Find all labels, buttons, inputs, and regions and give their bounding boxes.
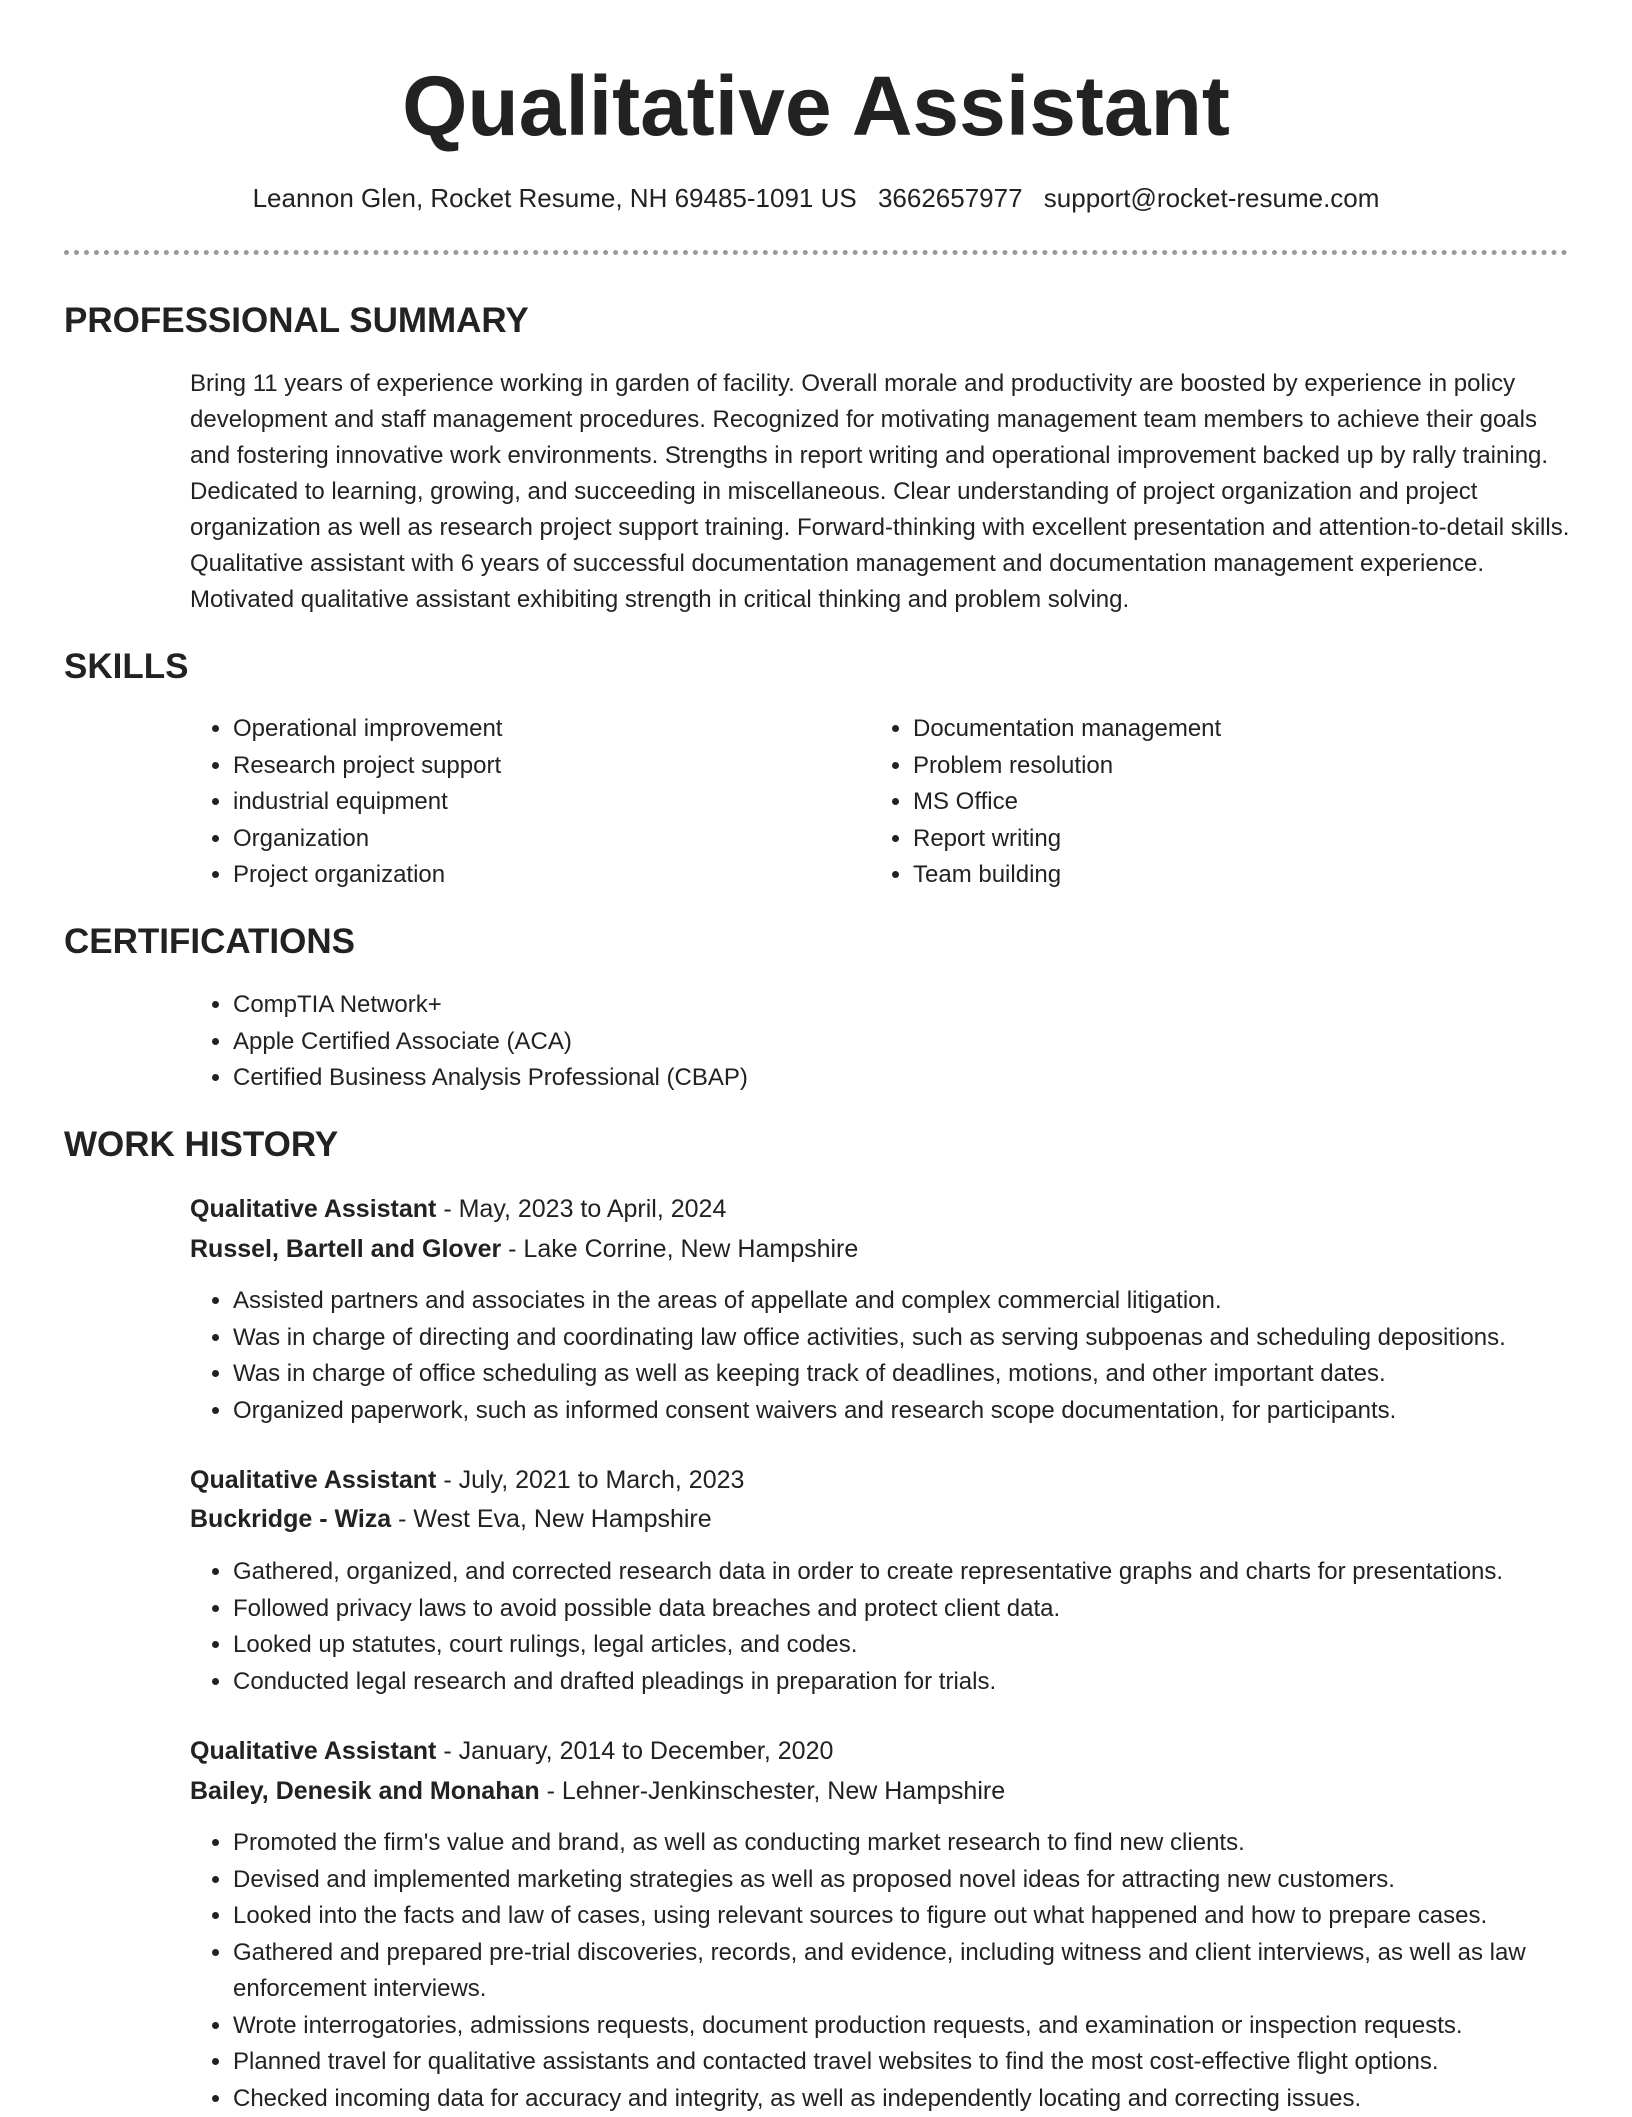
- skill-item: • Documentation management: [913, 711, 1513, 748]
- job-location: - Lehner-Jenkinschester, New Hampshire: [540, 1777, 1005, 1805]
- job-bullets: [190, 1283, 1623, 1429]
- job-bullet: • Looked up statutes, court rulings, legal articles, and codes.: [233, 1627, 1623, 1664]
- job-bullet: • Wrote interrogatories, admissions requests, document production requests, and examination or inspection requests.: [233, 2008, 1623, 2045]
- contact-line: [0, 180, 1632, 216]
- skills-list-left: [190, 711, 833, 894]
- job-title: Qualitative Assistant: [190, 1195, 436, 1223]
- job-dates: - May, 2023 to April, 2024: [436, 1195, 726, 1223]
- skill-item: • MS Office: [913, 784, 1513, 821]
- work-history-heading: WORK HISTORY: [64, 1123, 338, 1167]
- job-dates: - January, 2014 to December, 2020: [436, 1737, 833, 1765]
- job-title-line: [190, 1190, 726, 1228]
- header-divider: [64, 250, 1568, 255]
- skill-item: • Report writing: [913, 821, 1513, 858]
- resume-name: Qualitative Assistant: [0, 56, 1632, 156]
- contact-address: Leannon Glen, Rocket Resume, NH 69485-1091 US: [253, 183, 857, 213]
- job-company: Buckridge - Wiza: [190, 1505, 391, 1533]
- job-company: Bailey, Denesik and Monahan: [190, 1777, 540, 1805]
- skill-item: • Organization: [233, 821, 833, 858]
- job-bullet: • Promoted the firm's value and brand, as well as conducting market research to find new clients.: [233, 1825, 1623, 1862]
- job-title: Qualitative Assistant: [190, 1466, 436, 1494]
- job-bullet: • Gathered, organized, and corrected research data in order to create representative graphs and charts for presentations.: [233, 1554, 1623, 1591]
- job-company-line: [190, 1500, 712, 1538]
- job-bullet: • Checked incoming data for accuracy and integrity, as well as independently locating and correcting issues.: [233, 2081, 1623, 2117]
- skill-item: • Problem resolution: [913, 748, 1513, 785]
- skill-item: • industrial equipment: [233, 784, 833, 821]
- job-company: Russel, Bartell and Glover: [190, 1235, 501, 1263]
- skills-list-right: [870, 711, 1513, 894]
- contact-phone: 3662657977: [878, 183, 1023, 213]
- job-bullet: • Planned travel for qualitative assistants and contacted travel websites to find the most cost-effective flight options.: [233, 2044, 1623, 2081]
- job-bullet: • Assisted partners and associates in the areas of appellate and complex commercial litigation.: [233, 1283, 1623, 1320]
- job-company-line: [190, 1230, 858, 1268]
- job-bullet: • Organized paperwork, such as informed consent waivers and research scope documentation, for participants.: [233, 1393, 1623, 1430]
- summary-text: Bring 11 years of experience working in garden of facility. Overall morale and productivity are boosted by experience in policy development and staff management procedures. Recognized for motivating management team members to achieve their goals and fostering innovative work environments. Strengths in report writing and operational improvement backed up by rally training. Dedicated to learning, growing, and succeeding in miscellaneous. Clear understanding of project organization and project organization as well as research project support training. Forward-thinking with excellent presentation and attention-to-detail skills. Qualitative assistant with 6 years of successful documentation management and documentation management experience. Motivated qualitative assistant exhibiting strength in critical thinking and problem solving.: [190, 366, 1570, 618]
- job-bullets: [190, 1554, 1623, 1700]
- job-dates: - July, 2021 to March, 2023: [436, 1466, 744, 1494]
- skill-item: • Project organization: [233, 857, 833, 894]
- job-company-line: [190, 1772, 1005, 1810]
- certification-item: • CompTIA Network+: [233, 987, 1233, 1024]
- job-location: - West Eva, New Hampshire: [391, 1505, 711, 1533]
- certifications-list: [190, 987, 1233, 1097]
- skills-heading: SKILLS: [64, 645, 188, 689]
- certification-item: • Certified Business Analysis Professional (CBAP): [233, 1060, 1233, 1097]
- skill-item: • Research project support: [233, 748, 833, 785]
- job-bullet: • Conducted legal research and drafted pleadings in preparation for trials.: [233, 1664, 1623, 1701]
- certifications-heading: CERTIFICATIONS: [64, 920, 355, 964]
- skill-item: • Operational improvement: [233, 711, 833, 748]
- skill-item: • Team building: [913, 857, 1513, 894]
- summary-heading: PROFESSIONAL SUMMARY: [64, 299, 529, 343]
- job-title-line: [190, 1461, 744, 1499]
- job-bullet: • Was in charge of directing and coordinating law office activities, such as serving subpoenas and scheduling depositions.: [233, 1320, 1623, 1357]
- job-bullet: • Was in charge of office scheduling as well as keeping track of deadlines, motions, and other important dates.: [233, 1356, 1623, 1393]
- job-title: Qualitative Assistant: [190, 1737, 436, 1765]
- certification-item: • Apple Certified Associate (ACA): [233, 1024, 1233, 1061]
- job-title-line: [190, 1732, 833, 1770]
- job-location: - Lake Corrine, New Hampshire: [501, 1235, 858, 1263]
- job-bullet: • Devised and implemented marketing strategies as well as proposed novel ideas for attracting new customers.: [233, 1862, 1623, 1899]
- job-bullets: [190, 1825, 1623, 2117]
- job-bullet: • Looked into the facts and law of cases, using relevant sources to figure out what happened and how to prepare cases.: [233, 1898, 1623, 1935]
- contact-email: support@rocket-resume.com: [1044, 183, 1380, 213]
- job-bullet: • Gathered and prepared pre-trial discoveries, records, and evidence, including witness and client interviews, as well as law enforcement interviews.: [233, 1935, 1623, 2008]
- job-bullet: • Followed privacy laws to avoid possible data breaches and protect client data.: [233, 1591, 1623, 1628]
